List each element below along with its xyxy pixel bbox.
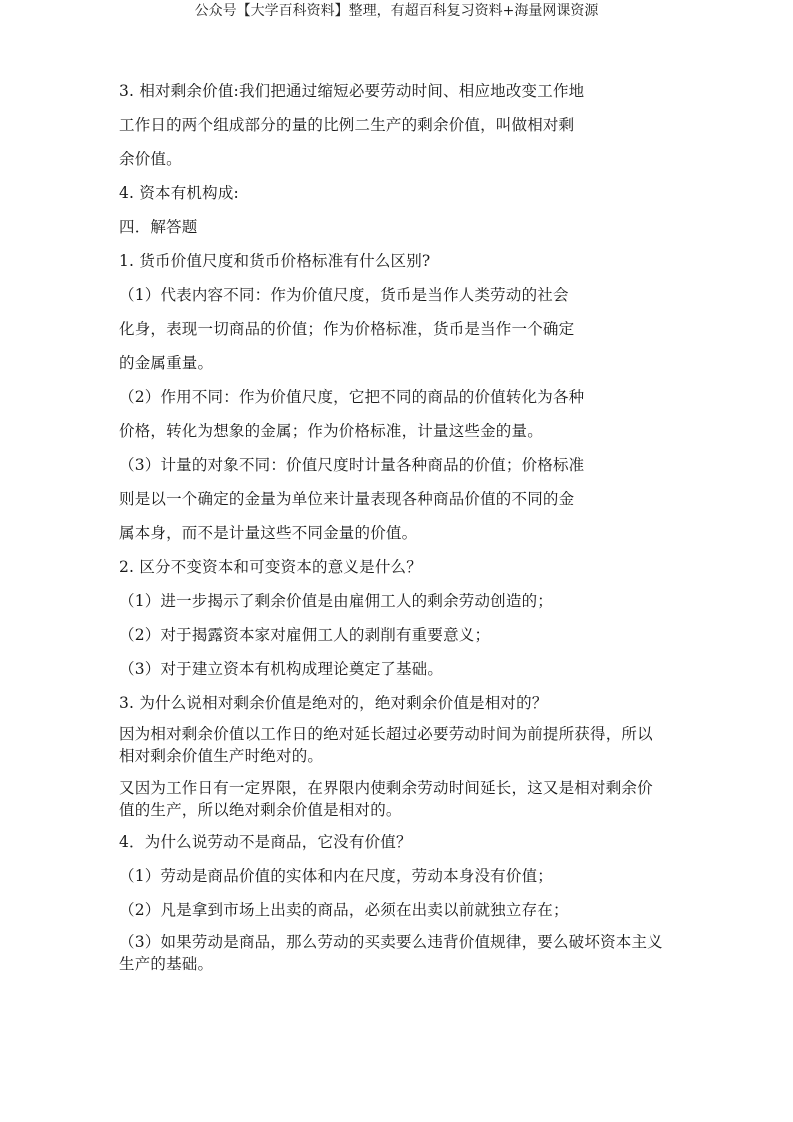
text-line: 价格，转化为想象的金属；作为价格标准，计量这些金的量。 <box>119 422 543 440</box>
document-body <box>119 80 679 975</box>
text-line: 工作日的两个组成部分的量的比例二生产的剩余价值，叫做相对剩 <box>119 116 575 134</box>
text-line: 生产的基础。 <box>119 955 214 973</box>
text-line: 又因为工作日有一定界限，在界限内使剩余劳动时间延长，这又是相对剩余价 <box>119 779 653 797</box>
text-line: （2）对于揭露资本家对雇佣工人的剥削有重要意义； <box>119 626 491 644</box>
page-header: 公众号【大学百科资料】整理，有超百科复习资料+海量网课资源 <box>194 3 599 19</box>
answer-paragraph <box>119 931 679 975</box>
answer-paragraph <box>119 723 679 767</box>
text-line: 相对剩余价值生产时绝对的。 <box>119 747 324 765</box>
section-heading: 四．解答题 <box>119 218 198 236</box>
question-3: 3. 为什么说相对剩余价值是绝对的，绝对剩余价值是相对的？ <box>119 694 548 712</box>
text-line: （1）劳动是商品价值的实体和内在尺度，劳动本身没有价值； <box>119 867 553 885</box>
text-line: （3）如果劳动是商品，那么劳动的买卖要么违背价值规律，要么破坏资本主义 <box>119 933 663 951</box>
text-line: 3. 相对剩余价值:我们把通过缩短必要劳动时间、相应地改变工作地 <box>119 82 585 100</box>
question-2: 2. 区分不变资本和可变资本的意义是什么？ <box>119 558 422 576</box>
text-line: 的金属重量。 <box>119 354 214 372</box>
text-line: （3）对于建立资本有机构成理论奠定了基础。 <box>119 660 444 678</box>
text-line: （1）代表内容不同：作为价值尺度，货币是当作人类劳动的社会 <box>119 286 569 304</box>
text-line: 则是以一个确定的金量为单位来计量表现各种商品价值的不同的金 <box>119 490 575 508</box>
text-line: 因为相对剩余价值以工作日的绝对延长超过必要劳动时间为前提所获得，所以 <box>119 725 653 743</box>
text-line: 4. 资本有机构成: <box>119 184 239 202</box>
text-line: 余价值。 <box>119 150 182 168</box>
question-4: 4．为什么说劳动不是商品，它没有价值？ <box>119 833 412 851</box>
question-1: 1. 货币价值尺度和货币价格标准有什么区别? <box>119 252 431 270</box>
text-line: 化身，表现一切商品的价值；作为价格标准，货币是当作一个确定 <box>119 320 575 338</box>
text-line: （2）作用不同：作为价值尺度，它把不同的商品的价值转化为各种 <box>119 388 585 406</box>
answer-paragraph <box>119 777 679 821</box>
text-line: 属本身，而不是计量这些不同金量的价值。 <box>119 524 418 542</box>
text-line: （3）计量的对象不同：价值尺度时计量各种商品的价值；价格标准 <box>119 456 585 474</box>
text-line: （2）凡是拿到市场上出卖的商品，必须在出卖以前就独立存在； <box>119 901 569 919</box>
text-line: （1）进一步揭示了剩余价值是由雇佣工人的剩余劳动创造的； <box>119 592 553 610</box>
text-line: 值的生产，所以绝对剩余价值是相对的。 <box>119 801 402 819</box>
